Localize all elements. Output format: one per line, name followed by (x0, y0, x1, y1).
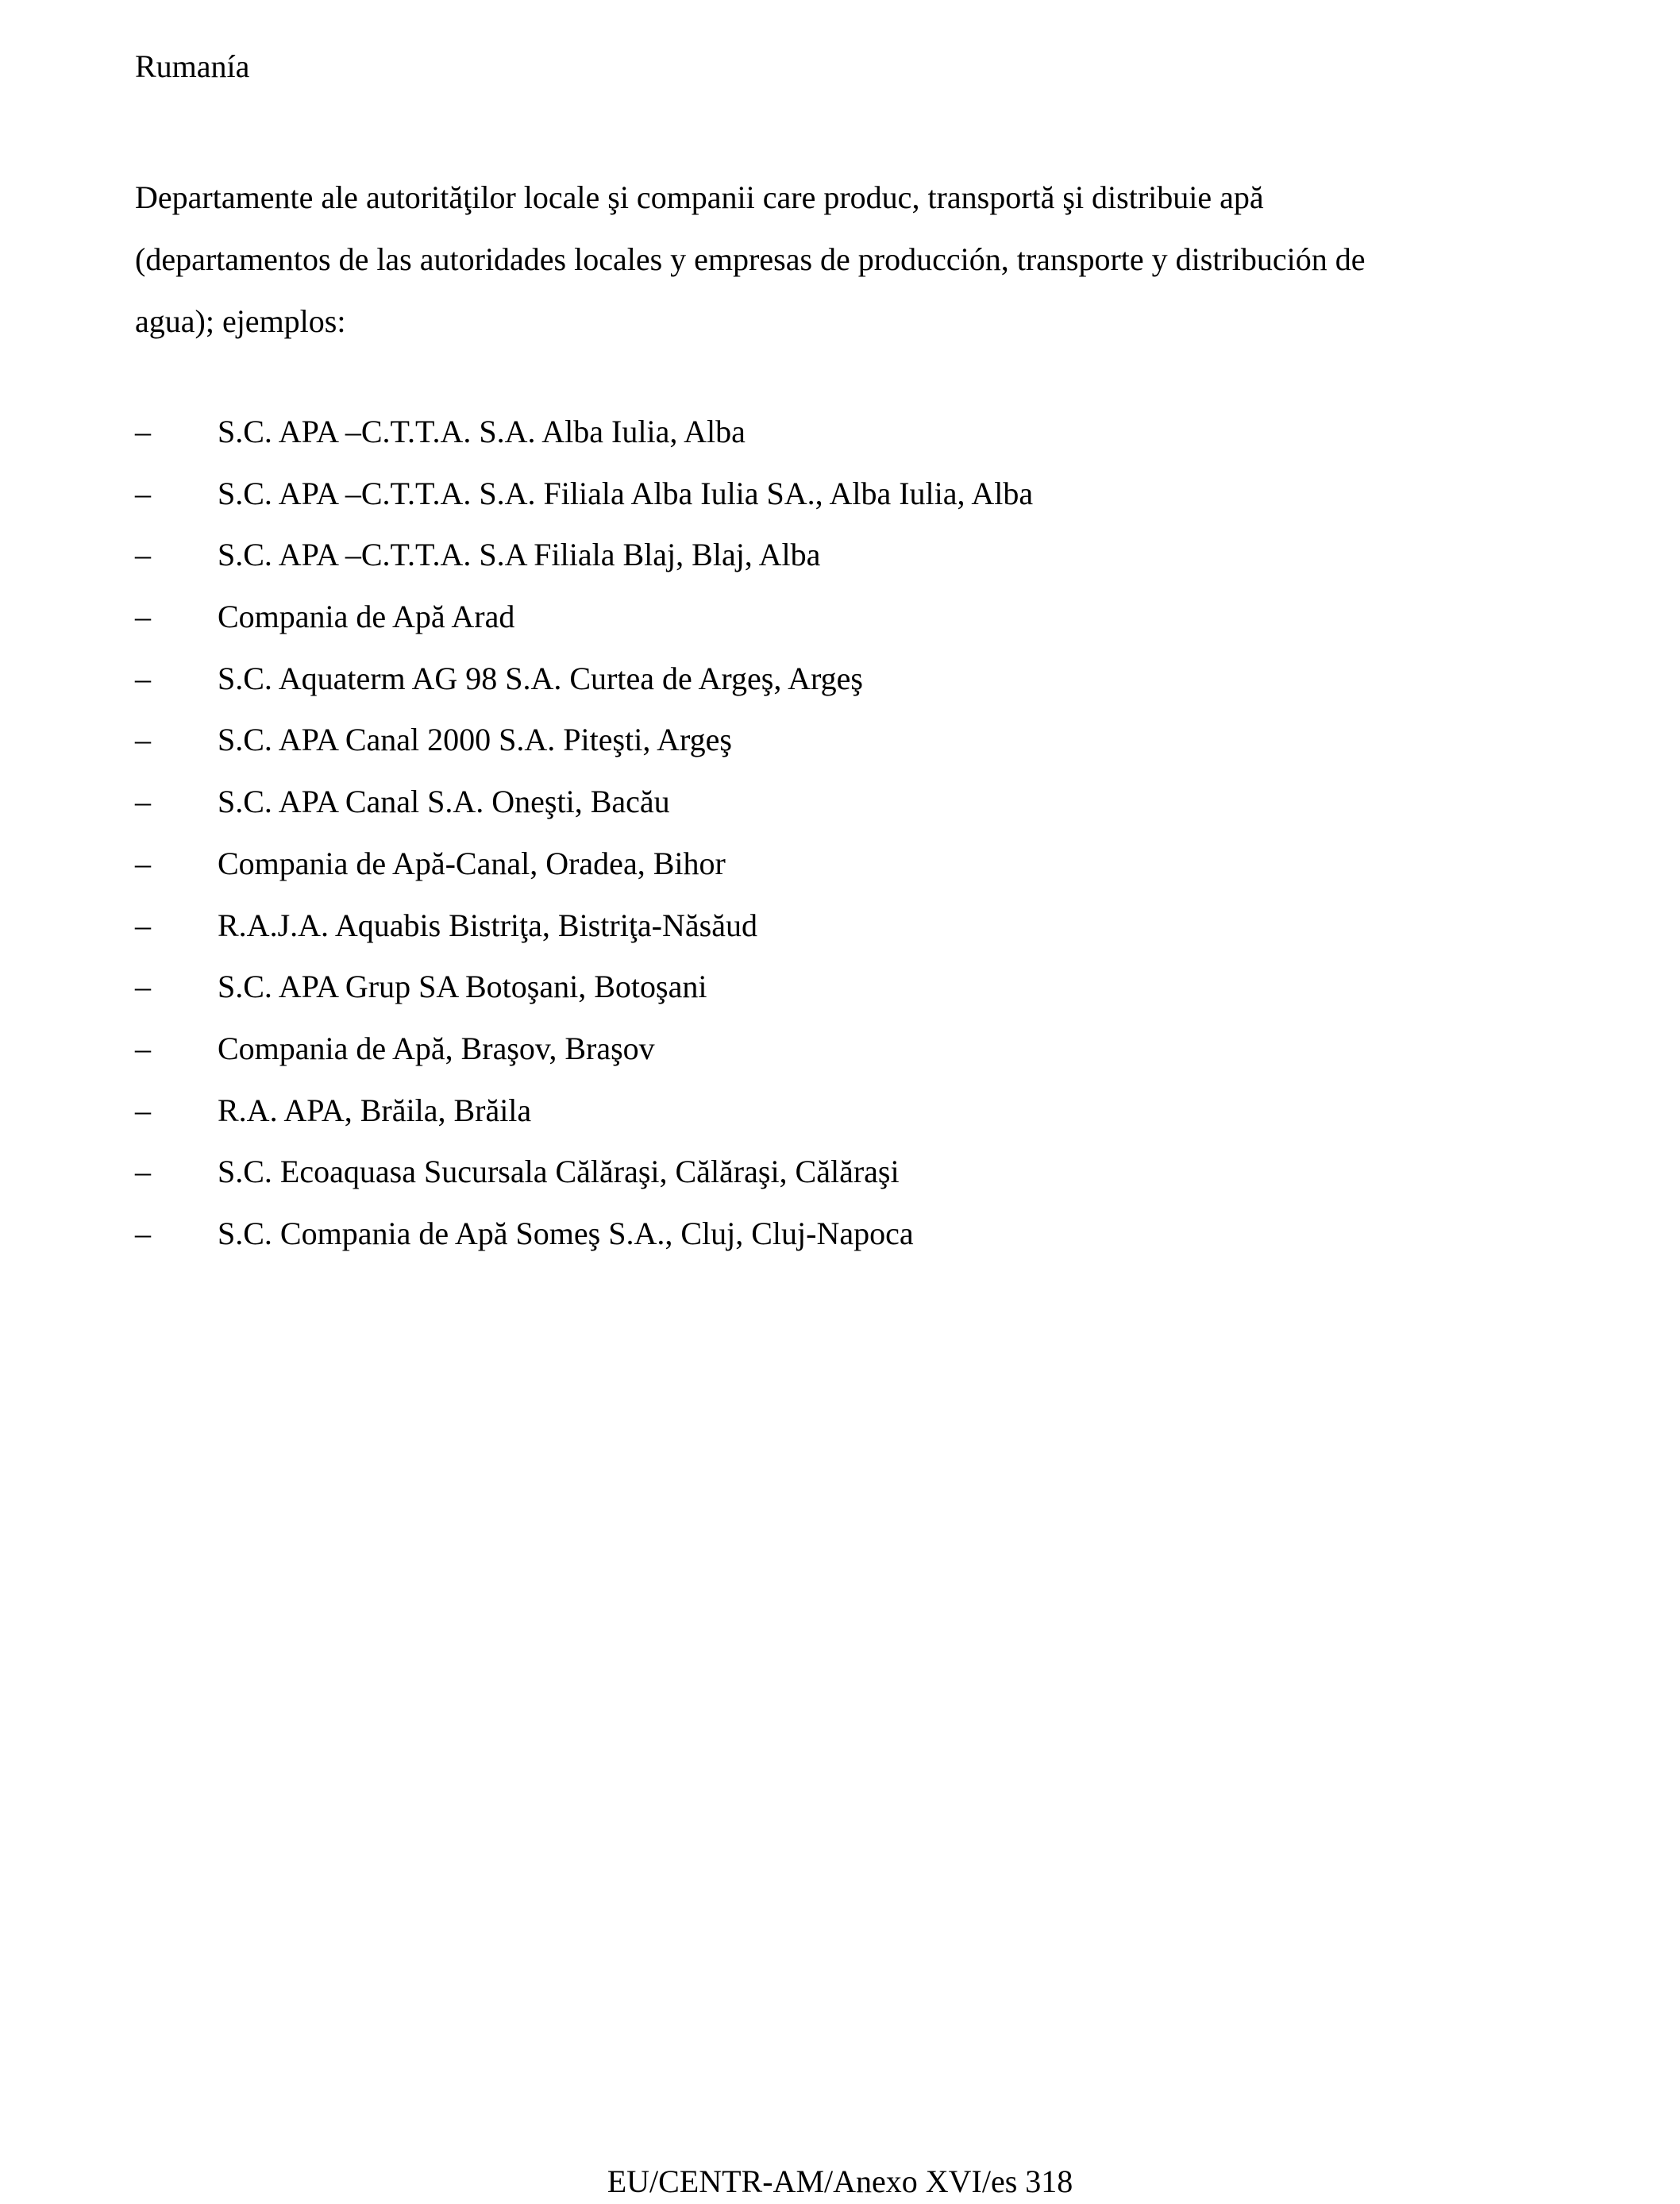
list-item (135, 781, 1033, 843)
dash-bullet: – (135, 660, 151, 696)
examples-list (135, 411, 1033, 1275)
intro-line: (departamentos de las autoridades locales y empresas de producción, transporte y distribución de (135, 241, 1366, 277)
page-footer: EU/CENTR-AM/Anexo XVI/es 318 (607, 2164, 1073, 2199)
list-item (135, 843, 1033, 905)
intro-paragraph (135, 167, 1548, 353)
list-item-text: S.C. APA Canal S.A. Oneşti, Bacău (218, 784, 670, 820)
dash-bullet: – (135, 1030, 151, 1066)
list-item (135, 1090, 1033, 1152)
dash-bullet: – (135, 907, 151, 943)
list-item (135, 534, 1033, 596)
list-item-text: S.C. Aquaterm AG 98 S.A. Curtea de Argeş, Argeş (218, 660, 863, 696)
list-item-text: S.C. Compania de Apă Someş S.A., Cluj, Cluj-Napoca (218, 1215, 914, 1251)
dash-bullet: – (135, 784, 151, 820)
dash-bullet: – (135, 537, 151, 573)
dash-bullet: – (135, 414, 151, 449)
list-item (135, 719, 1033, 781)
list-item-text: Compania de Apă Arad (218, 599, 515, 635)
dash-bullet: – (135, 1092, 151, 1128)
list-item (135, 473, 1033, 535)
list-item (135, 658, 1033, 720)
list-item (135, 966, 1033, 1028)
dash-bullet: – (135, 969, 151, 1005)
list-item-text: S.C. APA –C.T.T.A. S.A Filiala Blaj, Blaj, Alba (218, 537, 821, 573)
list-item (135, 1151, 1033, 1213)
section-heading: Rumanía (135, 48, 250, 84)
list-item (135, 411, 1033, 473)
list-item (135, 905, 1033, 967)
list-item-text: S.C. APA –C.T.T.A. S.A. Filiala Alba Iulia SA., Alba Iulia, Alba (218, 475, 1034, 511)
list-item-text: Compania de Apă, Braşov, Braşov (218, 1030, 655, 1066)
dash-bullet: – (135, 1154, 151, 1190)
dash-bullet: – (135, 475, 151, 511)
list-item-text: S.C. APA Canal 2000 S.A. Piteşti, Argeş (218, 722, 732, 758)
list-item-text: R.A.J.A. Aquabis Bistriţa, Bistriţa-Năsăud (218, 907, 757, 943)
list-item-text: Compania de Apă-Canal, Oradea, Bihor (218, 845, 726, 881)
list-item-text: S.C. APA –C.T.T.A. S.A. Alba Iulia, Alba (218, 414, 746, 449)
list-item-text: S.C. APA Grup SA Botoşani, Botoşani (218, 969, 707, 1005)
dash-bullet: – (135, 1215, 151, 1251)
dash-bullet: – (135, 845, 151, 881)
list-item-text: S.C. Ecoaquasa Sucursala Călăraşi, Călăraşi, Călăraşi (218, 1154, 900, 1190)
dash-bullet: – (135, 599, 151, 635)
list-item (135, 1028, 1033, 1090)
intro-line: agua); ejemplos: (135, 303, 346, 339)
list-item (135, 596, 1033, 658)
list-item-text: R.A. APA, Brăila, Brăila (218, 1092, 532, 1128)
intro-line: Departamente ale autorităţilor locale şi companii care produc, transportă şi distribuie apă (135, 179, 1264, 215)
list-item (135, 1213, 1033, 1275)
dash-bullet: – (135, 722, 151, 758)
